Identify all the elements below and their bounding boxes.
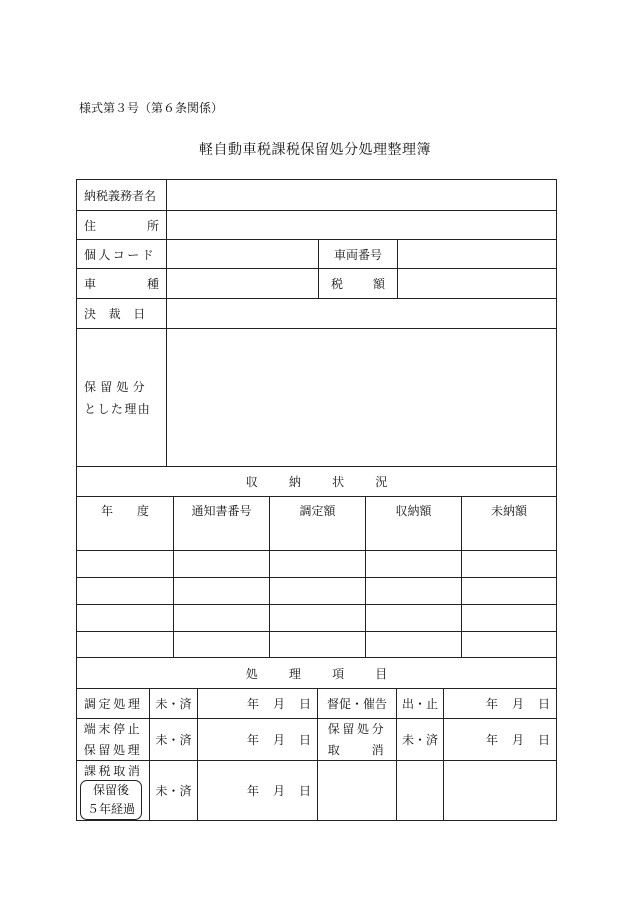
tax-amount-field[interactable] — [397, 269, 556, 298]
decision-date-label-cell — [77, 299, 166, 328]
address-field[interactable] — [166, 211, 556, 239]
collection-cell-unpaid-amount[interactable] — [461, 605, 556, 631]
assessment-date-year: 年 — [246, 697, 259, 711]
name-field[interactable] — [166, 180, 556, 210]
address-label-part1: 住 — [84, 218, 97, 233]
name-label: 納税義務者名 — [84, 188, 157, 203]
vehicle-type-field[interactable] — [166, 269, 318, 298]
personal-code-row — [77, 239, 556, 268]
collection-cell-unpaid-amount[interactable] — [461, 523, 556, 550]
terminal-stop-date[interactable] — [197, 719, 317, 760]
tax-cancel-date-day: 日 — [298, 784, 311, 798]
collection-status-table — [76, 466, 557, 658]
collection-section-title: 収納状況 — [245, 475, 419, 489]
collection-cell-fiscal-year[interactable] — [77, 551, 173, 577]
terminal-stop-label — [77, 719, 149, 760]
tax-cancel-blank-1[interactable] — [317, 761, 396, 820]
tax-cancel-status[interactable]: 未・済 — [149, 761, 197, 820]
vehicle-number-field[interactable] — [397, 240, 556, 268]
tax-amount-label-part1: 税 — [331, 277, 344, 291]
collection-title-row — [77, 467, 556, 496]
terminal-stop-label-line2: 保留処理 — [83, 742, 143, 757]
collection-cell-notice-number[interactable] — [173, 578, 269, 604]
collection-cell-notice-number[interactable] — [173, 605, 269, 631]
terminal-stop-date-month: 月 — [272, 733, 285, 747]
collection-cell-fiscal-year[interactable] — [77, 523, 173, 550]
collection-cell-collected-amount[interactable] — [365, 578, 461, 604]
collection-cell-collected-amount[interactable] — [365, 523, 461, 550]
hold-disposal-date-month: 月 — [511, 733, 524, 747]
tax-amount-label — [318, 269, 397, 298]
personal-code-label: 個人コード — [84, 247, 157, 262]
collection-cell-fiscal-year[interactable] — [77, 632, 173, 657]
hold-disposal-date-day: 日 — [537, 733, 550, 747]
collection-cell-assessed-amount[interactable] — [269, 551, 365, 577]
tax-cancel-blank-2[interactable] — [396, 761, 443, 820]
hold-disposal-date[interactable] — [443, 719, 556, 760]
collection-header-row — [77, 496, 556, 523]
collection-cell-collected-amount[interactable] — [365, 551, 461, 577]
assessment-date[interactable] — [197, 689, 317, 718]
collection-cell-fiscal-year[interactable] — [77, 605, 173, 631]
reason-label-line1: 保留処分 — [84, 379, 149, 394]
hold-disposal-cancel-label — [317, 719, 396, 760]
hold-disposal-date-year: 年 — [485, 733, 498, 747]
collection-rows — [77, 523, 556, 657]
decision-date-row — [77, 298, 556, 328]
name-row — [77, 180, 556, 210]
tax-cancel-blank-3[interactable] — [443, 761, 556, 820]
address-label — [77, 211, 166, 239]
reason-label-line2: とした理由 — [84, 401, 152, 416]
vehicle-type-label-part2: 種 — [146, 277, 159, 291]
collection-cell-collected-amount[interactable] — [365, 632, 461, 657]
reason-label — [77, 329, 166, 466]
col-header-notice-number: 通知書番号 — [173, 497, 269, 523]
hold-disposal-label-line1: 保留処分 — [327, 721, 387, 736]
collection-cell-collected-amount[interactable] — [365, 605, 461, 631]
reminder-status[interactable]: 出・止 — [396, 689, 443, 718]
collection-cell-unpaid-amount[interactable] — [461, 632, 556, 657]
hold-disposal-label-line2: 取 消 — [327, 742, 387, 757]
reason-field[interactable] — [166, 329, 556, 466]
col-header-unpaid-amount: 未納額 — [461, 497, 556, 523]
collection-row — [77, 577, 556, 604]
tax-amount-label-part2: 額 — [372, 277, 385, 291]
tax-cancel-label-line1: 課税取消 — [84, 763, 143, 778]
form-number: 様式第３号（第６条関係） — [79, 101, 224, 115]
hold-disposal-status[interactable]: 未・済 — [396, 719, 443, 760]
collection-row — [77, 523, 556, 550]
collection-cell-assessed-amount[interactable] — [269, 578, 365, 604]
processing-title-row — [77, 658, 556, 688]
collection-cell-assessed-amount[interactable] — [269, 605, 365, 631]
terminal-stop-label-line1: 端末停止 — [83, 721, 143, 736]
assessment-status[interactable]: 未・済 — [149, 689, 197, 718]
tax-cancel-date-year: 年 — [246, 784, 259, 798]
tax-cancel-bracket — [80, 780, 142, 820]
collection-row — [77, 631, 556, 657]
collection-cell-assessed-amount[interactable] — [269, 632, 365, 657]
collection-row — [77, 550, 556, 577]
col-header-assessed-amount: 調定額 — [269, 497, 365, 523]
vehicle-number-label: 車両番号 — [318, 240, 397, 268]
tax-cancel-bracket-line2: ５年経過 — [87, 801, 136, 816]
tax-cancel-date[interactable] — [197, 761, 317, 820]
vehicle-type-label — [77, 269, 166, 298]
tax-cancel-date-month: 月 — [272, 784, 285, 798]
assessment-row — [77, 688, 556, 718]
reminder-date-year: 年 — [485, 697, 498, 711]
terminal-stop-date-year: 年 — [246, 733, 259, 747]
collection-cell-fiscal-year[interactable] — [77, 578, 173, 604]
reminder-date-month: 月 — [511, 697, 524, 711]
document-title: 軽自動車税課税保留処分処理整理簿 — [199, 142, 431, 158]
address-row — [77, 210, 556, 239]
collection-cell-assessed-amount[interactable] — [269, 523, 365, 550]
decision-date-label: 決裁日 — [84, 307, 158, 321]
collection-cell-unpaid-amount[interactable] — [461, 578, 556, 604]
address-label-part2: 所 — [146, 218, 159, 233]
taxpayer-info-table — [76, 179, 557, 467]
col-header-fiscal-year: 年 度 — [100, 503, 149, 518]
tax-cancel-label — [77, 761, 149, 820]
reason-row — [77, 328, 556, 466]
collection-cell-unpaid-amount[interactable] — [461, 551, 556, 577]
terminal-stop-status[interactable]: 未・済 — [149, 719, 197, 760]
col-header-collected-amount: 収納額 — [365, 497, 461, 523]
decision-date-field[interactable] — [166, 299, 556, 328]
tax-cancel-row — [77, 760, 556, 820]
assessment-date-month: 月 — [272, 697, 285, 711]
personal-code-field[interactable] — [166, 240, 318, 268]
assessment-date-day: 日 — [298, 697, 311, 711]
reminder-date-day: 日 — [537, 697, 550, 711]
terminal-stop-date-day: 日 — [298, 733, 311, 747]
tax-cancel-bracket-line1: 保留後 — [93, 782, 130, 797]
collection-row — [77, 604, 556, 631]
collection-cell-notice-number[interactable] — [173, 523, 269, 550]
collection-cell-notice-number[interactable] — [173, 551, 269, 577]
vehicle-type-label-part1: 車 — [84, 277, 97, 291]
reminder-date[interactable] — [443, 689, 556, 718]
reminder-label: 督促・催告 — [317, 689, 396, 718]
collection-cell-notice-number[interactable] — [173, 632, 269, 657]
processing-items-table — [76, 657, 557, 821]
processing-section-title: 処理項目 — [245, 666, 419, 681]
assessment-label: 調定処理 — [84, 697, 143, 711]
terminal-stop-row — [77, 718, 556, 760]
vehicle-type-row — [77, 268, 556, 298]
